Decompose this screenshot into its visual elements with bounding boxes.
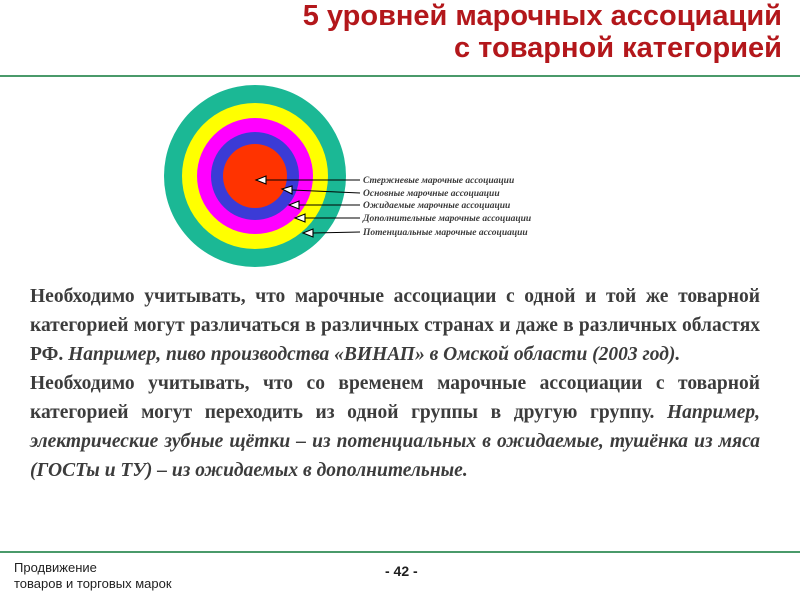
paragraph-1 bbox=[30, 282, 760, 369]
slide-title-line-1: 5 уровней марочных ассоциаций bbox=[302, 0, 782, 32]
paragraph-1-text: Необходимо учитывать, что марочные ассоциации с одной и той же товарной категорией могут различаться в различных странах и даже в различных областях РФ. bbox=[30, 286, 760, 365]
core-circle bbox=[223, 144, 287, 208]
paragraph-2-example: Например, электрические зубные щётки – из потенциальных в ожидаемые, тушёнка из мяса (ГОСТы и ТУ) – из ожидаемых в дополнительные. bbox=[30, 402, 760, 481]
page-number: - 42 - bbox=[385, 563, 418, 579]
label-additional: Дополнительные марочные ассоциации bbox=[363, 214, 532, 224]
footer-line-2: товаров и торговых марок bbox=[14, 576, 172, 591]
paragraph-1-example: Например, пиво производства «ВИНАП» в Омской области (2003 год). bbox=[68, 344, 681, 365]
label-potential: Потенциальные марочные ассоциации bbox=[363, 228, 528, 238]
footer-course-title bbox=[14, 560, 172, 592]
label-core: Стержневые марочные ассоциации bbox=[363, 176, 515, 186]
brand-associations-diagram bbox=[0, 0, 800, 270]
bottom-divider bbox=[0, 551, 800, 553]
footer-line-1: Продвижение bbox=[14, 560, 97, 575]
label-expected: Ожидаемые марочные ассоциации bbox=[363, 201, 511, 211]
slide-title-line-2: с товарной категорией bbox=[453, 32, 782, 64]
label-main: Основные марочные ассоциации bbox=[363, 189, 500, 199]
paragraph-2-text: Необходимо учитывать, что со временем марочные ассоциации с товарной категорией могут переходить из одной группы в другую группу. bbox=[30, 373, 760, 423]
paragraph-2 bbox=[30, 369, 760, 485]
body-text bbox=[30, 282, 760, 485]
